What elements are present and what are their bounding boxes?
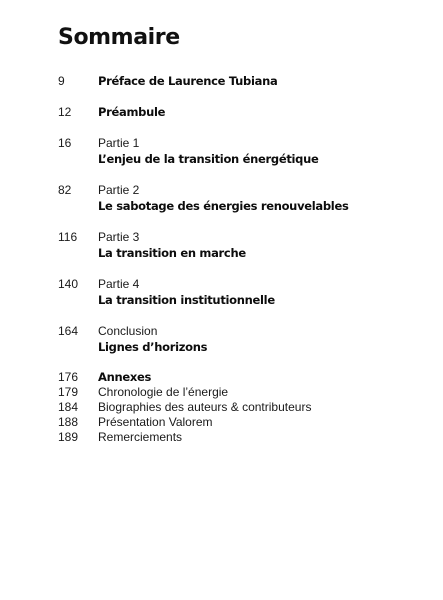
toc-annex-label: Chronologie de l’énergie (98, 385, 229, 399)
toc-page-number: 189 (58, 430, 79, 444)
toc-annex-item (0, 400, 443, 415)
toc-annex-item (0, 415, 443, 430)
toc-part-label: Conclusion (98, 324, 158, 338)
toc-page-number: 164 (58, 324, 79, 338)
toc-page-number: 188 (58, 415, 79, 429)
toc-heading: Lignes d’horizons (98, 340, 208, 354)
toc-page-number: 140 (58, 277, 79, 291)
toc-part-label: Partie 1 (98, 136, 140, 150)
toc-page-number: 179 (58, 385, 79, 399)
toc-annex-label: Présentation Valorem (98, 415, 213, 429)
toc-page-number: 12 (58, 105, 72, 119)
toc-annex-label: Remerciements (98, 430, 183, 444)
toc-entry-annexes (0, 370, 443, 385)
toc-heading: Le sabotage des énergies renouvelables (98, 199, 349, 213)
page-title: Sommaire (58, 25, 180, 50)
toc-page-number: 116 (58, 230, 78, 244)
toc-heading: La transition en marche (98, 246, 246, 260)
toc-heading: Préambule (98, 105, 166, 119)
toc-heading: La transition institutionnelle (98, 293, 275, 307)
toc-page-number: 9 (58, 74, 65, 88)
toc-annex-label: Biographies des auteurs & contributeurs (98, 400, 312, 414)
toc-part-label: Partie 2 (98, 183, 140, 197)
toc-page-number: 16 (58, 136, 72, 150)
toc-page-number: 176 (58, 370, 79, 384)
toc-part-label: Partie 3 (98, 230, 140, 244)
toc-heading: Préface de Laurence Tubiana (98, 74, 278, 88)
toc-page-number: 184 (58, 400, 79, 414)
toc-part-label: Partie 4 (98, 277, 140, 291)
toc-heading: Annexes (98, 370, 152, 384)
toc-annex-item (0, 430, 443, 445)
toc-heading: L’enjeu de la transition énergétique (98, 152, 319, 166)
toc-annex-item (0, 385, 443, 400)
toc-page-number: 82 (58, 183, 72, 197)
